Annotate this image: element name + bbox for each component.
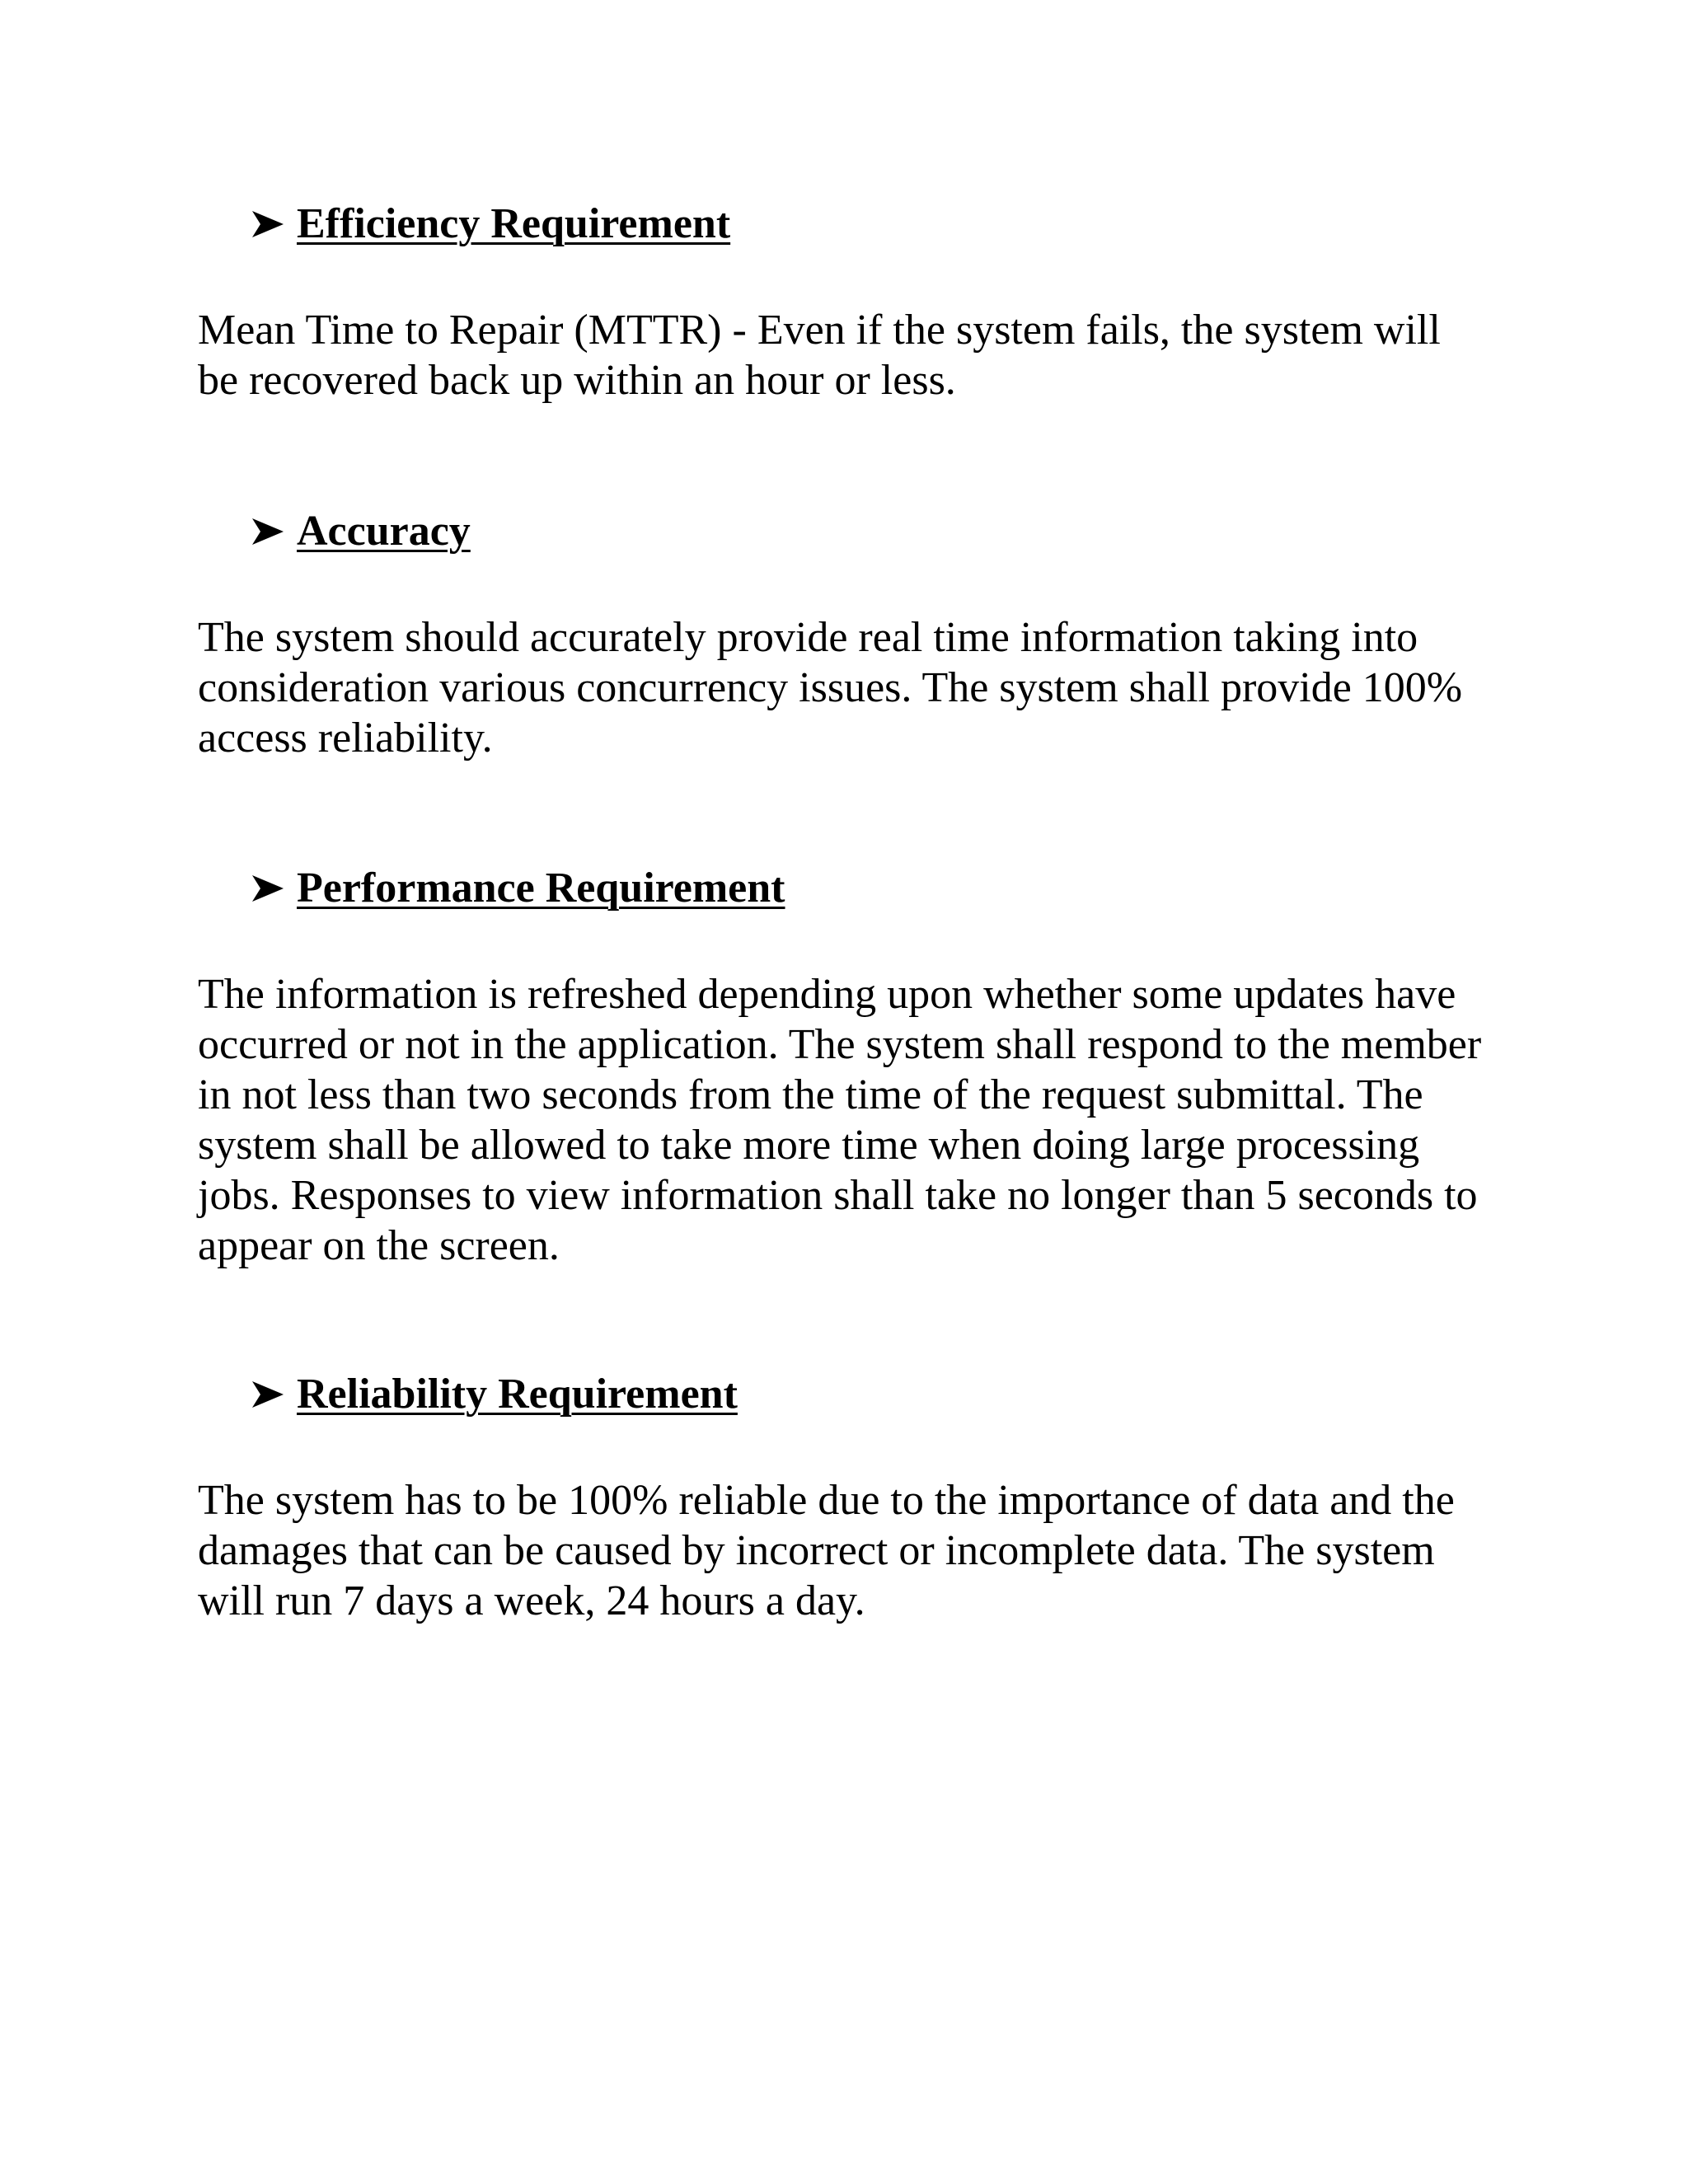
section-heading-text: Accuracy [297, 508, 471, 555]
section-heading [249, 864, 785, 913]
arrowhead-bullet-icon [249, 515, 287, 548]
section-heading [249, 199, 730, 249]
section-body-text: Mean Time to Repair (MTTR) - Even if the system fails, the system will be recovered back up within an hour or less. [198, 307, 1441, 404]
section-body-text: The system has to be 100% reliable due to the importance of data and the damages that can be caused by incorrect or incomplete data. The system will run 7 days a week, 24 hours a day. [198, 1477, 1455, 1624]
section-heading [249, 507, 471, 556]
arrowhead-bullet-icon [249, 208, 287, 241]
section-heading [249, 1370, 738, 1419]
section-body-text: The system should accurately provide real time information taking into consideration various concurrency issues. The system shall provide 100% access reliability. [198, 614, 1463, 762]
section-heading-text: Performance Requirement [297, 865, 785, 912]
section-heading-text: Efficiency Requirement [297, 200, 731, 247]
section-heading-text: Reliability Requirement [297, 1371, 738, 1418]
section-body-text: The information is refreshed depending upon whether some updates have occurred or not in the application. The system shall respond to the member in not less than two seconds from the time of the request submittal. The system shall be allowed to take more time when doing large processing jobs. Responses to view information shall take no longer than 5 seconds to appear on the screen. [198, 971, 1482, 1269]
arrowhead-bullet-icon [249, 1378, 287, 1411]
arrowhead-bullet-icon [249, 872, 287, 905]
